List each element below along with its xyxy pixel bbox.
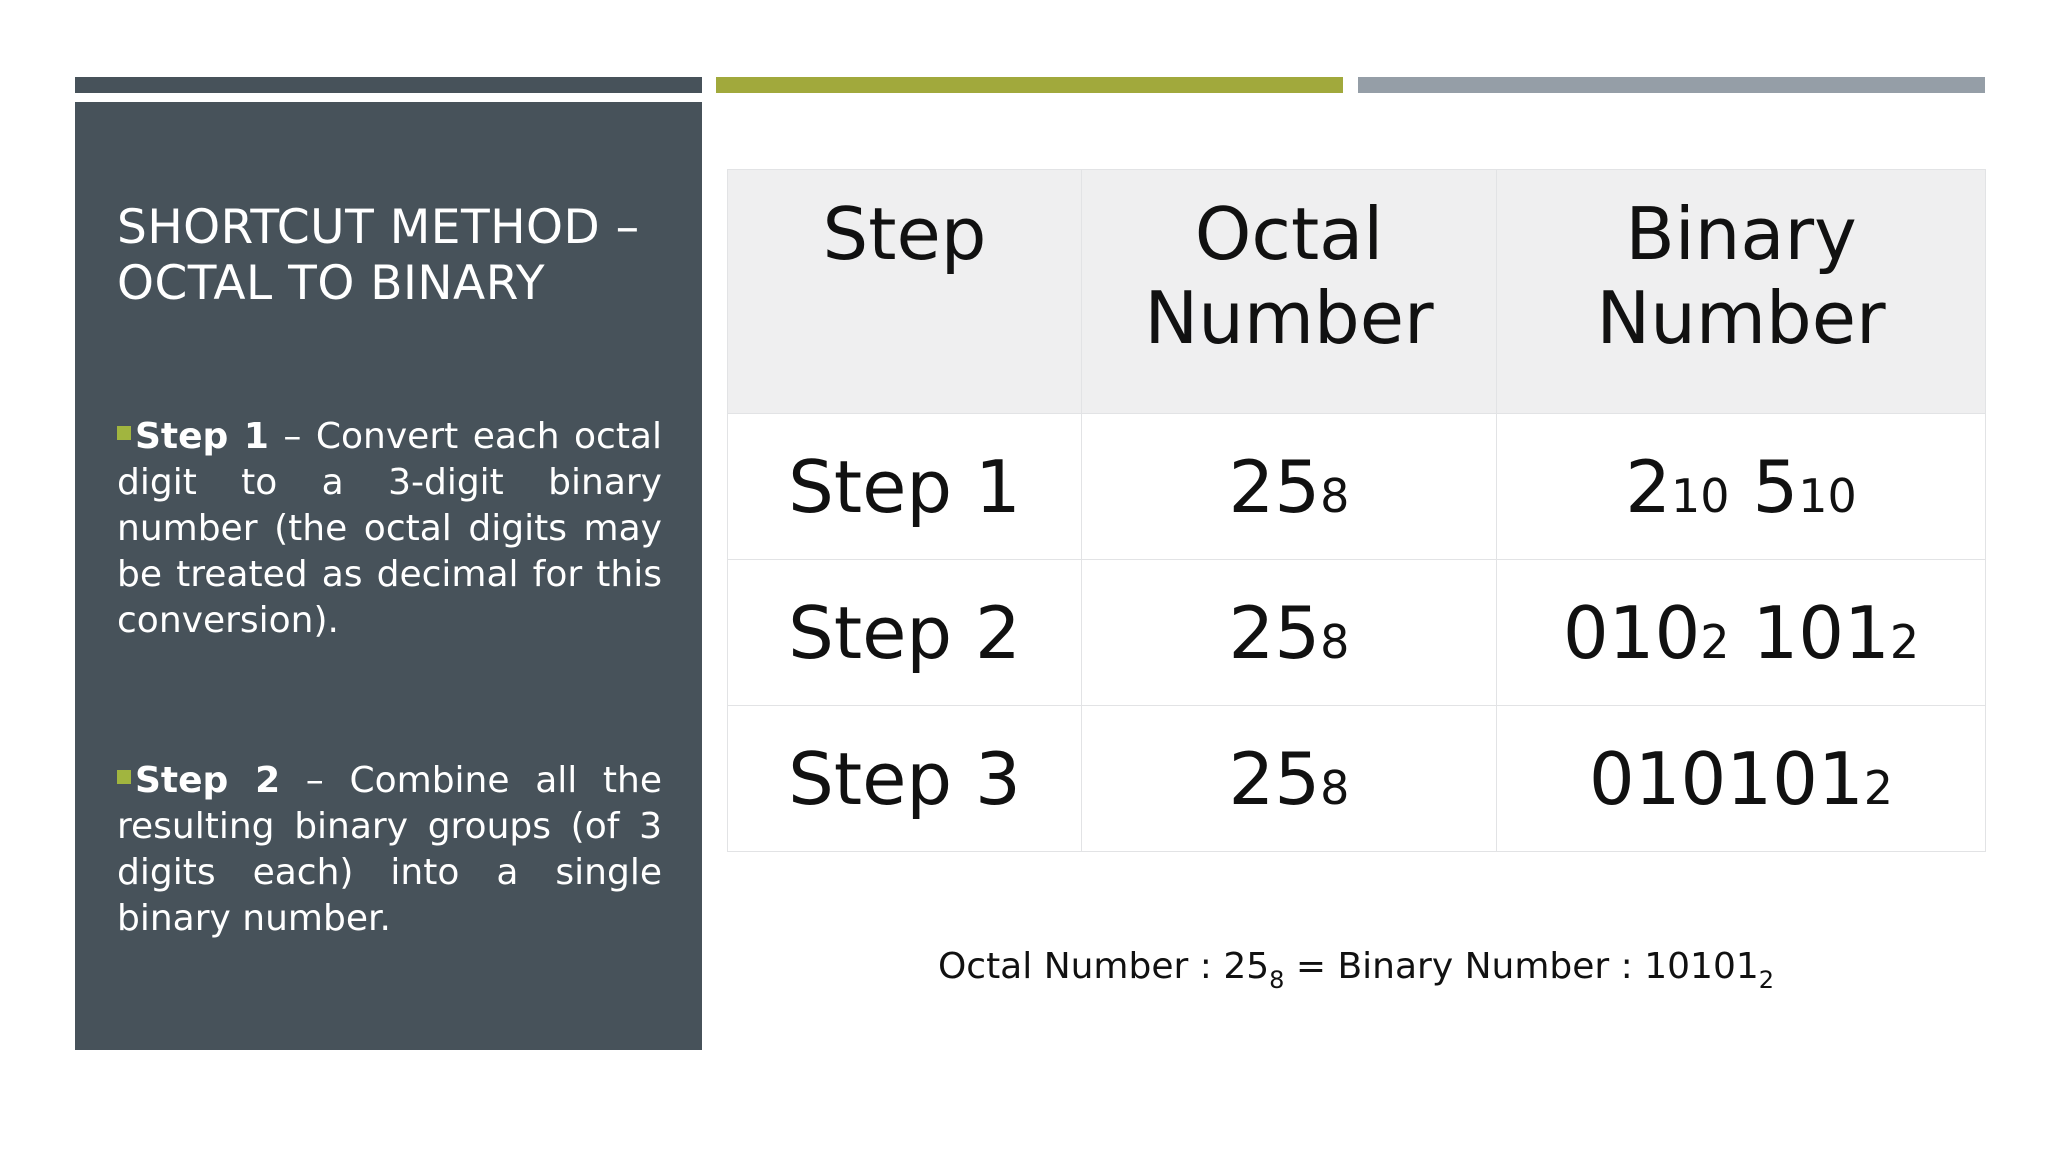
number-value: 2 [1625, 444, 1671, 529]
bullet-lead: Step 1 [135, 416, 269, 457]
number-value: 010 [1562, 590, 1701, 675]
cell-step: Step 1 [728, 414, 1082, 560]
left-panel [75, 102, 702, 1050]
base-suffix: 2 [1700, 614, 1730, 669]
number-value: 5 [1752, 444, 1799, 529]
conversion-table [727, 169, 1986, 852]
base-suffix: 10 [1671, 468, 1730, 523]
bullet-step-1 [117, 414, 662, 644]
summary-line [727, 946, 1985, 994]
table-row [728, 706, 1986, 852]
cell-step: Step 3 [728, 706, 1082, 852]
summary-binary-base: 2 [1758, 966, 1775, 994]
summary-octal-base: 8 [1269, 966, 1285, 994]
cell-octal [1082, 560, 1497, 706]
summary-binary-value: 10101 [1644, 946, 1759, 987]
base-suffix: 2 [1863, 760, 1894, 815]
bullet-text: – Convert each octal digit to a 3-digit binary number (the octal digits may be treated as decimal for this conversion). [117, 416, 662, 641]
cell-octal [1082, 414, 1497, 560]
header-octal-number: Octal Number [1082, 170, 1497, 414]
table-header-row [728, 170, 1986, 414]
bullet-square-icon [117, 770, 131, 784]
slide-title: SHORTCUT METHOD – OCTAL TO BINARY [117, 200, 640, 311]
number-value: 010101 [1588, 736, 1864, 821]
summary-equals: = [1284, 946, 1338, 987]
header-step: Step [728, 170, 1082, 414]
table-row [728, 560, 1986, 706]
table-row [728, 414, 1986, 560]
number-value: 25 [1228, 736, 1321, 821]
number-value: 25 [1228, 590, 1321, 675]
bullet-step-2 [117, 758, 662, 942]
accent-bar-dark [75, 77, 702, 93]
cell-binary [1497, 414, 1986, 560]
base-suffix: 8 [1320, 614, 1350, 669]
number-value: 101 [1752, 590, 1890, 675]
base-suffix: 8 [1320, 760, 1350, 815]
summary-octal-value: 25 [1223, 946, 1270, 987]
cell-binary [1497, 560, 1986, 706]
accent-bar-green [716, 77, 1343, 93]
number-value: 25 [1228, 444, 1321, 529]
bullet-text: – Combine all the resulting binary groups (of 3 digits each) into a single binary number. [117, 760, 663, 939]
base-suffix: 8 [1320, 468, 1350, 523]
summary-binary-label: Binary Number : [1337, 946, 1645, 987]
cell-binary [1497, 706, 1986, 852]
bullet-square-icon [117, 426, 131, 440]
cell-step: Step 2 [728, 560, 1082, 706]
cell-octal [1082, 706, 1497, 852]
bullet-lead: Step 2 [135, 760, 281, 801]
base-suffix: 2 [1889, 614, 1920, 669]
base-suffix: 10 [1798, 468, 1857, 523]
accent-bar-gray [1358, 77, 1985, 93]
summary-octal-label: Octal Number : [937, 946, 1224, 987]
header-binary-number: Binary Number [1497, 170, 1986, 414]
